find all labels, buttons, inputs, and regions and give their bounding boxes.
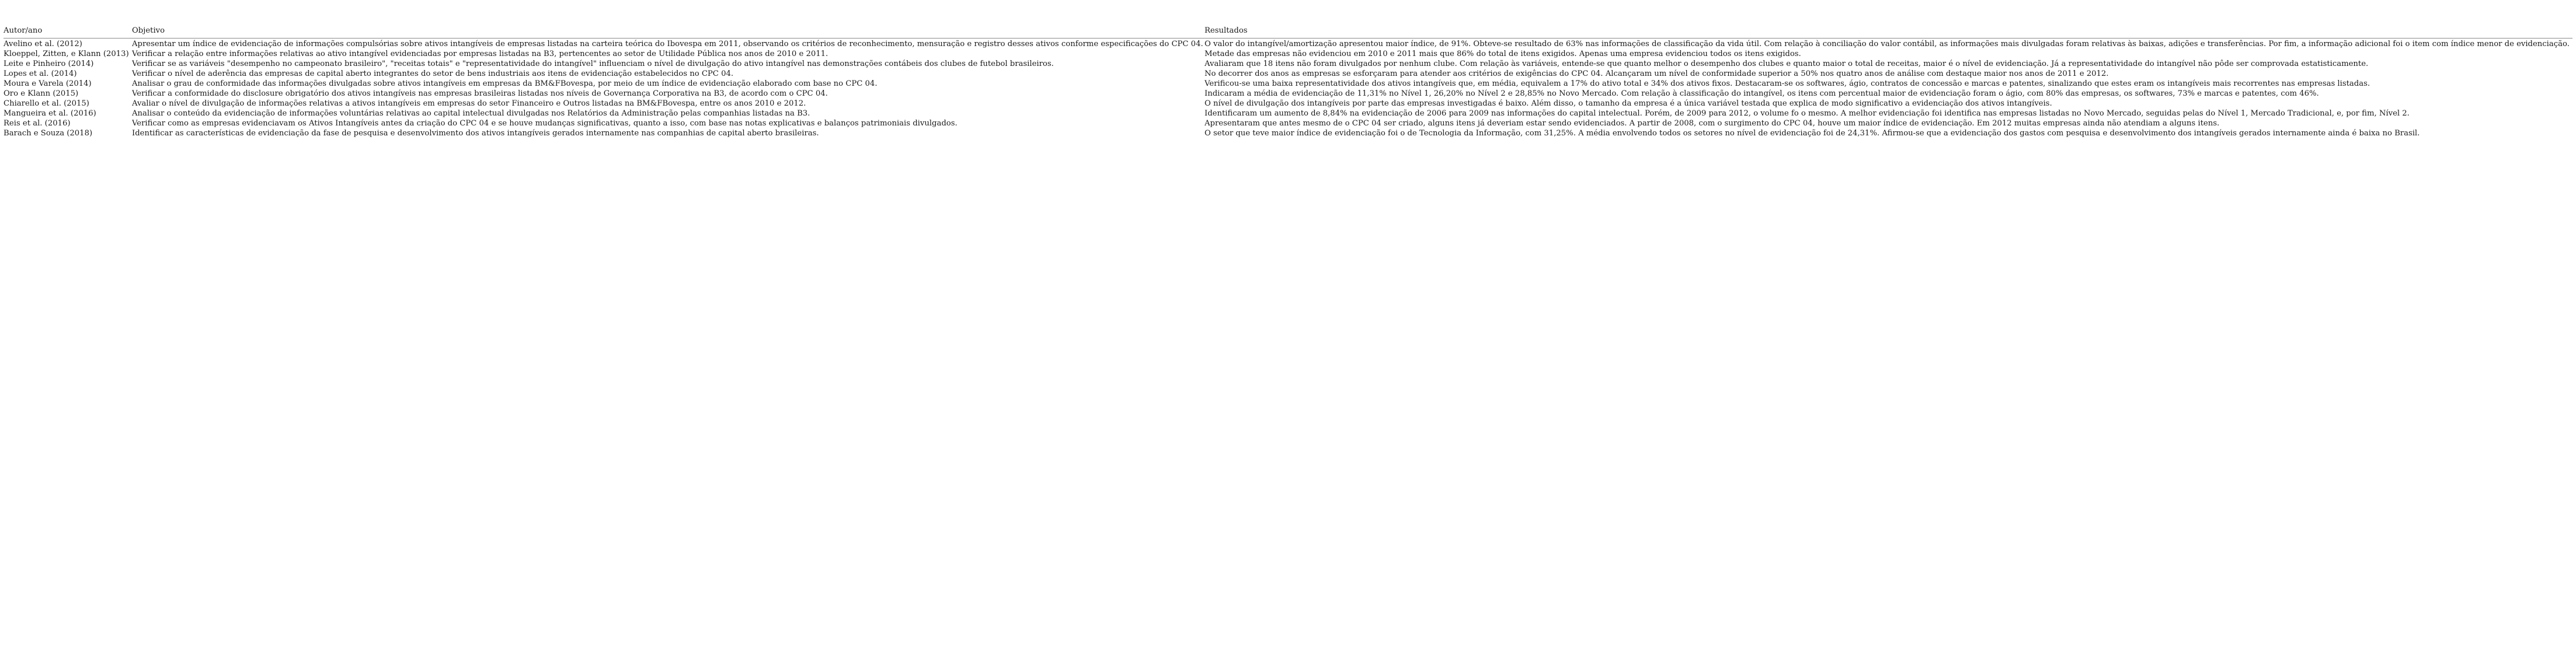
cell-objective: Verificar o nível de aderência das empresas de capital aberto integrantes do setor de bens industriais aos itens de evidenciação estabelecidos no CPC 04. [132,69,734,78]
cell-author: Chiarello et al. (2015) [4,99,89,108]
cell-author: Reis et al. (2016) [4,119,71,128]
cell-objective: Verificar a relação entre informações relativas ao ativo intangível evidenciadas por empresas listadas na B3, pertencentes ao setor de Utilidade Pública nos anos de 2010 e 2011. [132,50,829,58]
table-row [4,49,2572,59]
column-header-author: Autor/ano [4,26,132,39]
cell-author: Kloeppel, Zitten, e Klann (2013) [4,50,129,58]
cell-author: Mangueira et al. (2016) [4,109,96,118]
cell-objective: Analisar o conteúdo da evidenciação de informações voluntárias relativas ao capital intelectual divulgadas nos Relatórios da Administração pelas companhias listadas na B3. [132,109,810,118]
cell-results: O setor que teve maior índice de evidenciação foi o de Tecnologia da Informação, com 31,25%. A média envolvendo todos os setores no nível de evidenciação foi de 24,31%. Afirmou-se que a evidenciação dos gastos com pesquisa e desenvolvimento dos intangíveis gerados internamente ainda é baixa no Brasil. [1205,129,2420,138]
column-header-results: Resultados [1205,26,2572,39]
cell-results: Avaliaram que 18 itens não foram divulgados por nenhum clube. Com relação às variáveis, entende-se que quanto melhor o desempenho dos clubes e quanto maior o total de receitas, maior é o nível de evidenciação. Já a representatividade do intangível não pôde ser comprovada estatisticamente. [1205,60,2369,68]
cell-objective: Apresentar um índice de evidenciação de informações compulsórias sobre ativos intangíveis de empresas listadas na carteira teórica do Ibovespa em 2011, observando os critérios de reconhecimento, mensuração e registro desses ativos conforme especificações do CPC 04. [132,40,1203,48]
table-row [4,109,2572,118]
cell-author: Lopes et al. (2014) [4,69,77,78]
cell-author: Barach e Souza (2018) [4,129,93,138]
table-row [4,79,2572,89]
cell-objective: Verificar a conformidade do disclosure obrigatório dos ativos intangíveis nas empresas brasileiras listadas nos níveis de Governança Corporativa na B3, de acordo com o CPC 04. [132,89,828,98]
table-row [4,128,2572,138]
table-header [4,26,2572,39]
table-row [4,118,2572,128]
cell-author: Leite e Pinheiro (2014) [4,60,94,68]
table-body [4,39,2572,139]
table-row [4,99,2572,109]
cell-results: Verificou-se uma baixa representatividade dos ativos intangíveis que, em média, equivalem a 17% do ativo total e 34% dos ativos fixos. Destacaram-se os softwares, ágio, contratos de concessão e marcas e patentes, sinalizando que estes eram os intangíveis mais recorrentes nas empresas listadas. [1205,79,2370,88]
cell-results: Indicaram a média de evidenciação de 11,31% no Nível 1, 26,20% no Nível 2 e 28,85% no Novo Mercado. Com relação à classificação do intangível, os itens com percentual maior de evidenciação foram o ágio, com 80% das empresas, os softwares, 73% e marcas e patentes, com 46%. [1205,89,2319,98]
cell-results: Identificaram um aumento de 8,84% na evidenciação de 2006 para 2009 nas informações do capital intelectual. Porém, de 2009 para 2012, o volume fo o mesmo. A melhor evidenciação foi identifica nas empresas listadas no Novo Mercado, seguidas pelas do Nível 1, Mercado Tradicional, e, por fim, Nível 2. [1205,109,2410,118]
cell-objective: Verificar como as empresas evidenciavam os Ativos Intangíveis antes da criação do CPC 04 e se houve mudanças significativas, quanto a isso, com base nas notas explicativas e balanços patrimoniais divulgados. [132,119,958,128]
cell-author: Avelino et al. (2012) [4,40,82,48]
cell-author: Moura e Varela (2014) [4,79,92,88]
table-row [4,89,2572,99]
column-header-objective: Objetivo [132,26,1205,39]
header-row [4,26,2572,39]
cell-author: Oro e Klann (2015) [4,89,79,98]
table-row [4,59,2572,69]
cell-results: Metade das empresas não evidenciou em 2010 e 2011 mais que 86% do total de itens exigidos. Apenas uma empresa evidenciou todos os itens exigidos. [1205,50,1801,58]
cell-objective: Identificar as características de evidenciação da fase de pesquisa e desenvolvimento dos ativos intangíveis gerados internamente nas companhias de capital aberto brasileiras. [132,129,819,138]
cell-results: O nível de divulgação dos intangíveis por parte das empresas investigadas é baixo. Além disso, o tamanho da empresa é a única variável testada que explica de modo significativo a evidenciação dos ativos intangíveis. [1205,99,2052,108]
literature-review-table [4,26,2572,138]
cell-results: O valor do intangível/amortização apresentou maior índice, de 91%. Obteve-se resultado de 63% nas informações de classificação da vida útil. Com relação à conciliação do valor contábil, as informações mais divulgadas foram relativas às baixas, adições e transferências. Por fim, a informação adicional foi o item com índice menor de evidenciação. [1205,40,2570,48]
cell-results: Apresentaram que antes mesmo de o CPC 04 ser criado, alguns itens já deveriam estar sendo evidenciados. A partir de 2008, com o surgimento do CPC 04, houve um maior índice de evidenciação. Em 2012 muitas empresas ainda não atendiam a alguns itens. [1205,119,2220,128]
cell-objective: Avaliar o nível de divulgação de informações relativas a ativos intangíveis em empresas do setor Financeiro e Outros listadas na BM&FBovespa, entre os anos 2010 e 2012. [132,99,806,108]
cell-results: No decorrer dos anos as empresas se esforçaram para atender aos critérios de exigências do CPC 04. Alcançaram um nível de conformidade superior a 50% nos quatro anos de análise com destaque maior nos anos de 2011 e 2012. [1205,69,2109,78]
cell-objective: Analisar o grau de conformidade das informações divulgadas sobre ativos intangíveis em empresas da BM&FBovespa, por meio de um índice de evidenciação elaborado com base no CPC 04. [132,79,878,88]
table-row [4,39,2572,50]
cell-objective: Verificar se as variáveis "desempenho no campeonato brasileiro", "receitas totais" e "representatividade do intangível" influenciam o nível de divulgação do ativo intangível nas demonstrações contábeis dos clubes de futebol brasileiros. [132,60,1054,68]
table-row [4,69,2572,79]
